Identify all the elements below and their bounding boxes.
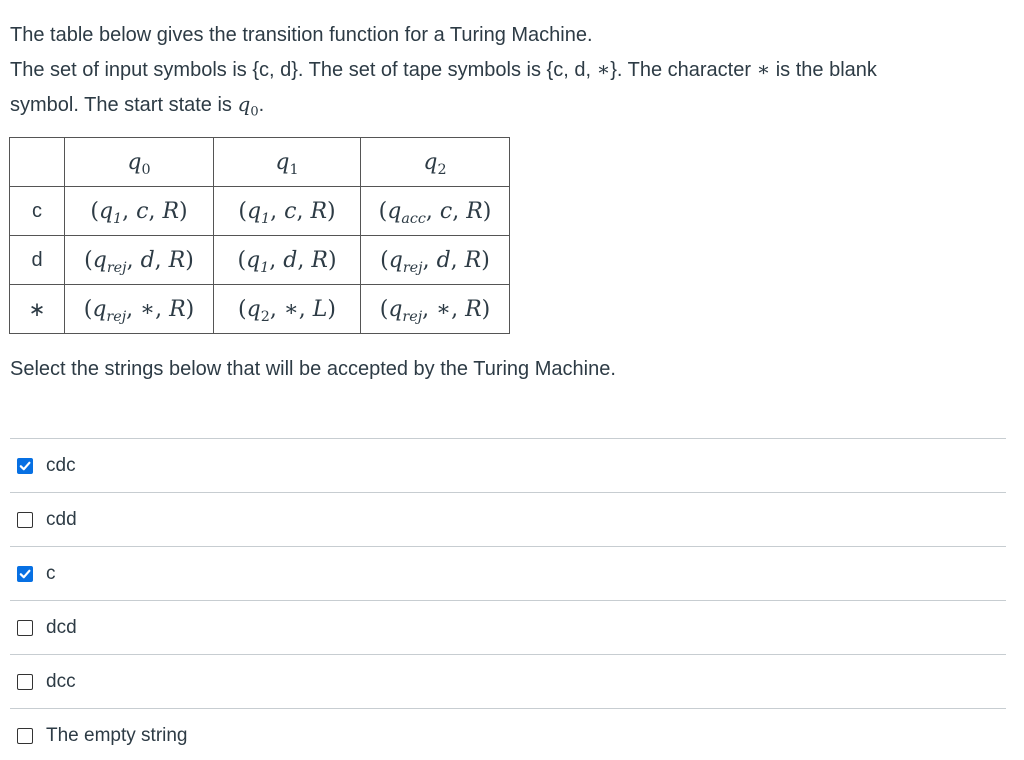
answer-checkbox[interactable] — [17, 728, 33, 744]
question-line-1: The table below gives the transition function for a Turing Machine. — [10, 24, 593, 46]
check-icon — [19, 460, 31, 472]
transition-cell: ($q_{rej}$, d, R) — [361, 236, 510, 285]
answer-prompt: Select the strings below that will be accepted by the Turing Machine. — [10, 358, 616, 380]
answer-option-dcd[interactable] — [10, 600, 1006, 654]
answer-option-dcc[interactable] — [10, 654, 1006, 708]
answer-label: c — [46, 562, 56, 584]
answer-checkbox[interactable] — [17, 620, 33, 636]
answer-option-c[interactable] — [10, 546, 1006, 600]
answer-label: cdd — [46, 508, 77, 530]
transition-cell: ($q_1$, c, R) — [65, 187, 214, 236]
blank-symbol: ∗ — [756, 57, 771, 81]
answer-option-cdc[interactable] — [10, 438, 1006, 492]
transition-cell: ($q_{rej}$, d, R) — [65, 236, 214, 285]
start-state: $q_0$ — [237, 92, 259, 120]
answer-label: The empty string — [46, 724, 188, 746]
answer-option-cdd[interactable] — [10, 492, 1006, 546]
corner-cell — [10, 138, 65, 187]
transition-cell: ($q_{rej}$, ∗, R) — [65, 285, 214, 334]
answer-checkbox[interactable] — [17, 674, 33, 690]
column-header: $q_0$ — [65, 138, 214, 187]
question-line-2: The set of input symbols is {c, d}. The set of tape symbols is {c, d, ∗}. The character ∗ is the blank — [10, 57, 877, 81]
question-text — [10, 18, 1000, 122]
answer-list — [10, 438, 1006, 760]
row-header: d — [10, 236, 65, 285]
transition-table — [9, 137, 510, 334]
row-header: c — [10, 187, 65, 236]
answer-label: cdc — [46, 454, 76, 476]
transition-cell: ($q_{acc}$, c, R) — [361, 187, 510, 236]
question-line-3: symbol. The start state is $q_0$. — [10, 92, 265, 120]
answer-checkbox[interactable] — [17, 512, 33, 528]
transition-cell: ($q_1$, d, R) — [214, 236, 361, 285]
table-row — [10, 236, 510, 285]
transition-cell: ($q_1$, c, R) — [214, 187, 361, 236]
row-header: ∗ — [10, 285, 65, 334]
answer-option-empty-string[interactable] — [10, 708, 1006, 760]
table-row — [10, 285, 510, 334]
answer-label: dcd — [46, 616, 77, 638]
transition-cell: ($q_2$, ∗, L) — [214, 285, 361, 334]
check-icon — [19, 568, 31, 580]
blank-symbol: ∗ — [596, 57, 611, 81]
column-header: $q_1$ — [214, 138, 361, 187]
answer-checkbox[interactable] — [17, 566, 33, 582]
header-row — [10, 138, 510, 187]
answer-checkbox[interactable] — [17, 458, 33, 474]
transition-cell: ($q_{rej}$, ∗, R) — [361, 285, 510, 334]
table-row — [10, 187, 510, 236]
column-header: $q_2$ — [361, 138, 510, 187]
answer-label: dcc — [46, 670, 76, 692]
